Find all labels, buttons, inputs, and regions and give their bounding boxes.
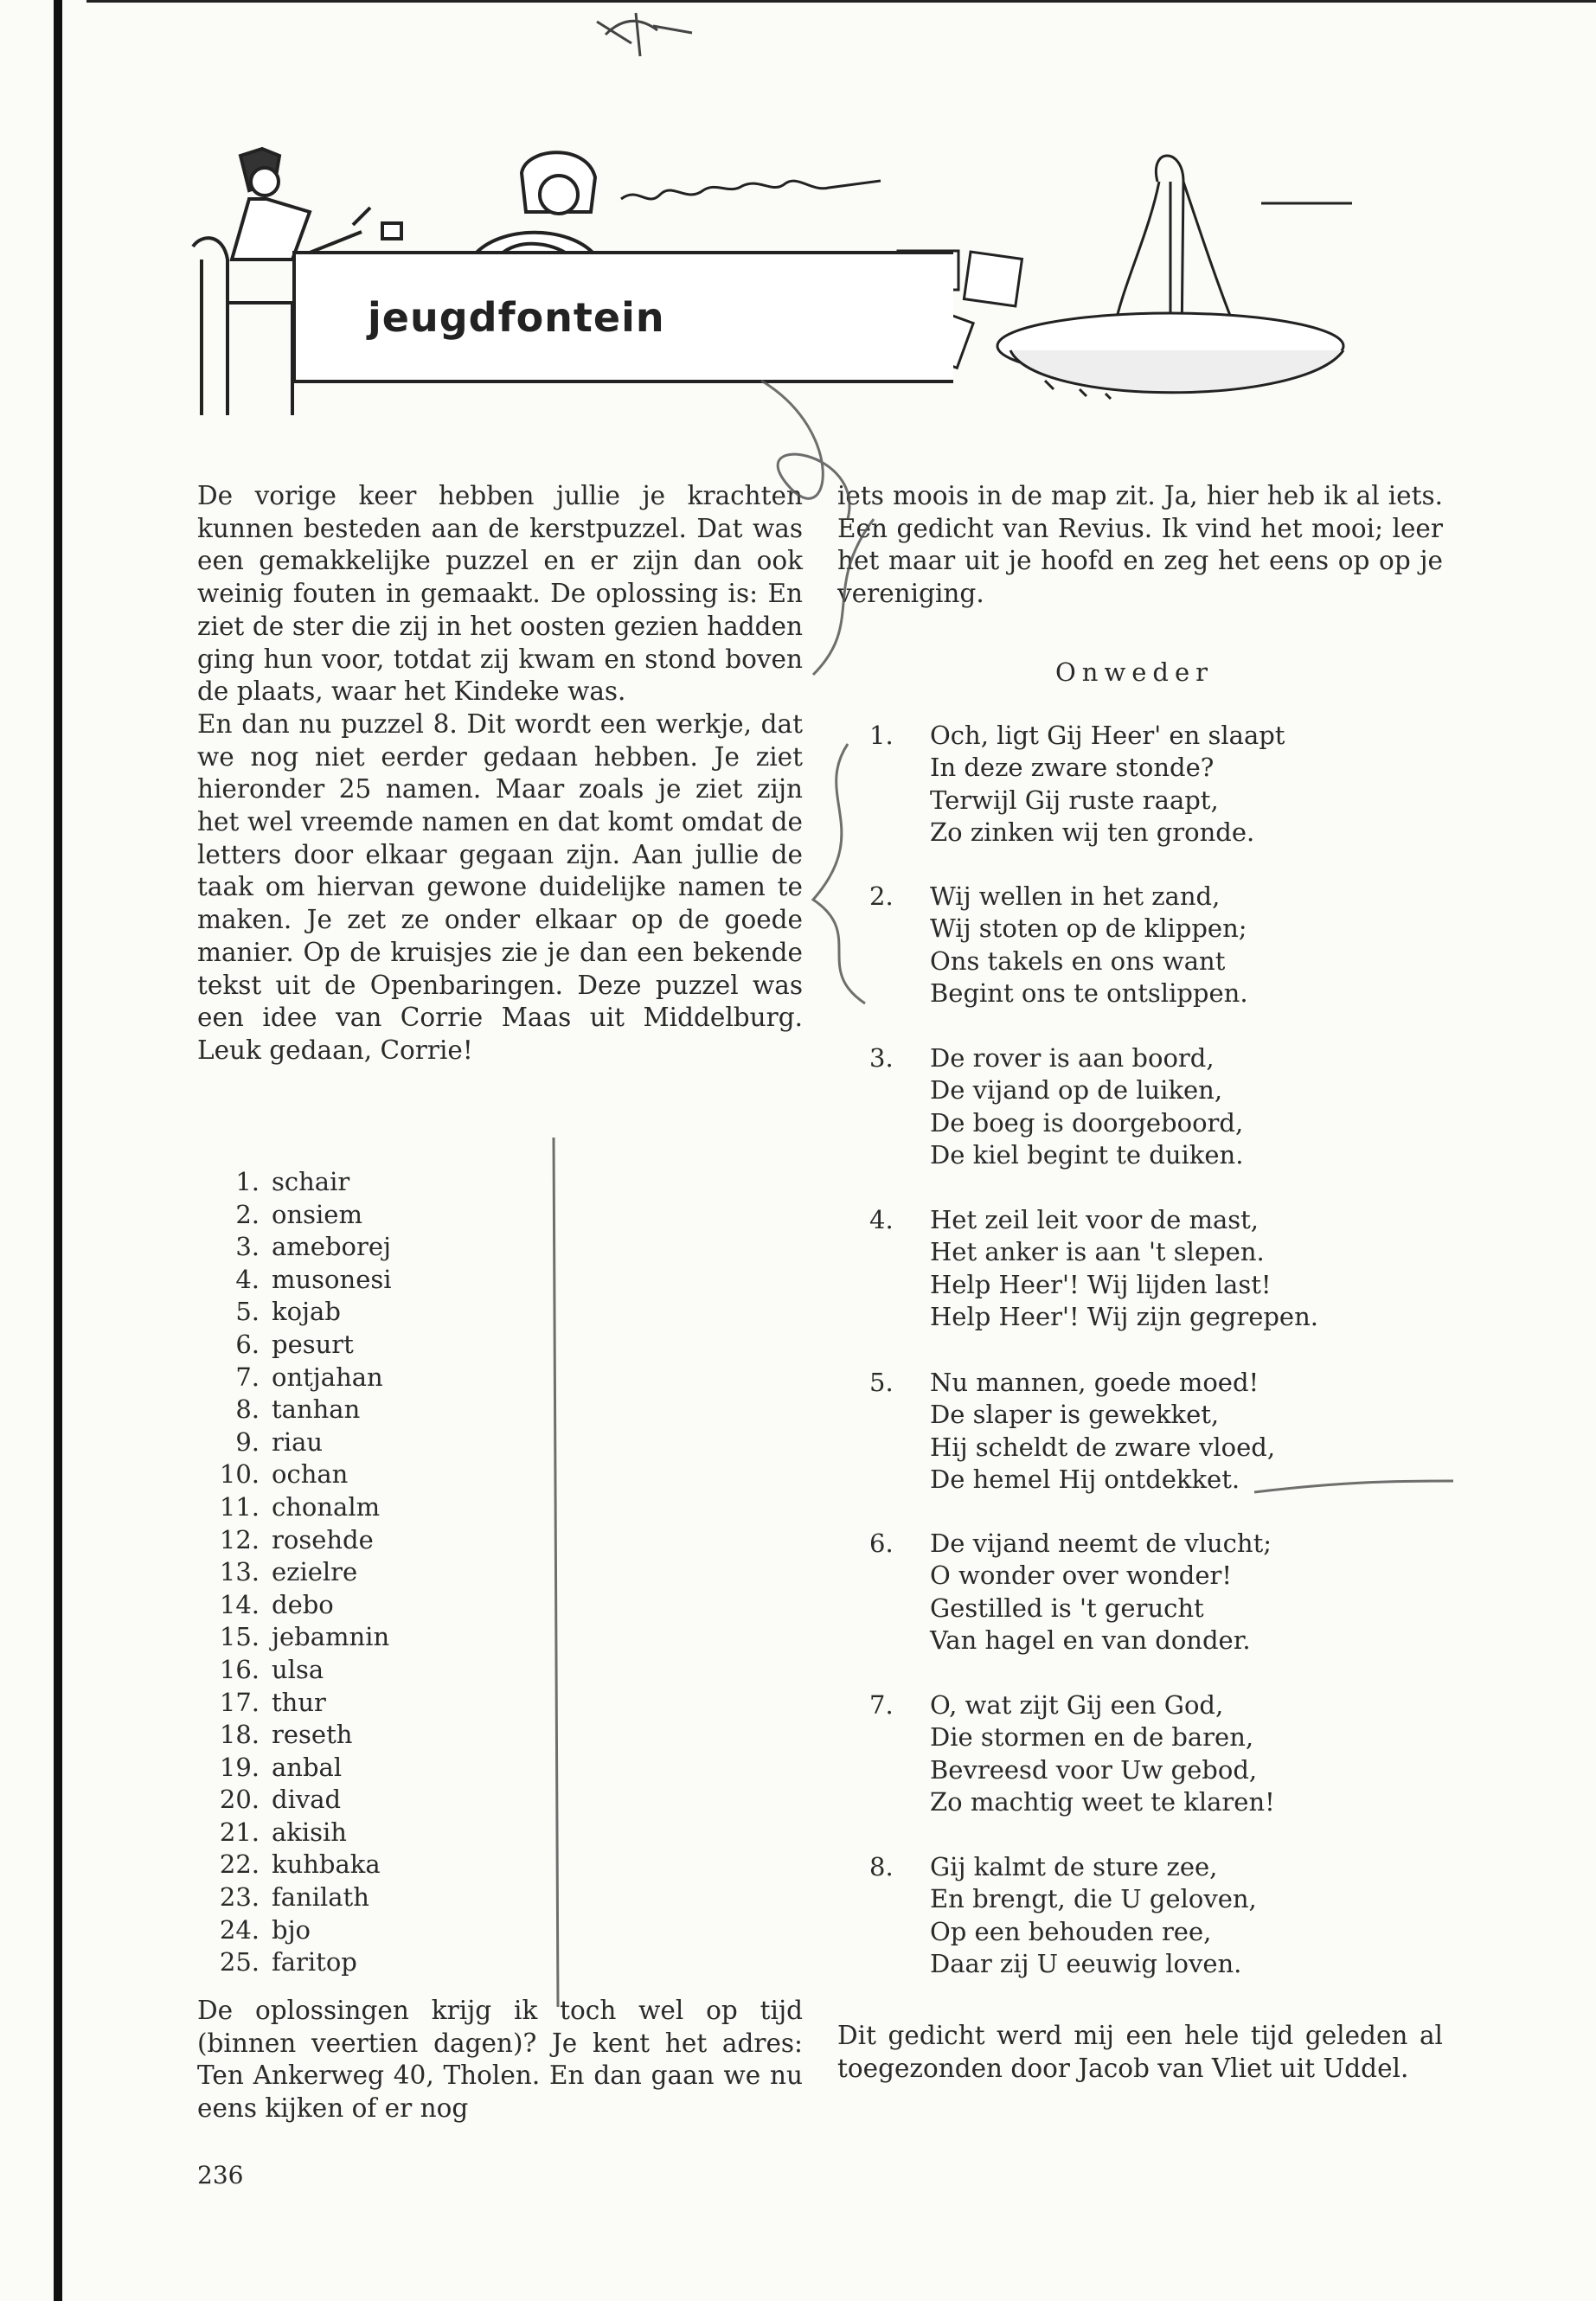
puzzle-list: [197, 1166, 474, 1979]
poem-stanza: 2. Wij wellen in het zand, Wij stoten op de klippen; Ons takels en ons want Begint ons te ontslippen.: [869, 881, 1248, 1009]
list-item: 9. riau: [235, 1426, 324, 1457]
list-item: 6. pesurt: [235, 1329, 354, 1359]
poem-title: Onweder: [1055, 657, 1215, 687]
footnote-text: Dit gedicht werd mij een hele tijd geleden al toegezonden door Jacob van Vliet uit Uddel.: [837, 2021, 1443, 2083]
list-item: 4. musonesi: [235, 1264, 392, 1294]
list-item: 18. reseth: [219, 1720, 353, 1750]
list-item: 10. ochan: [219, 1459, 349, 1490]
poem-stanza: 8. Gij kalmt de sture zee, En brengt, die U geloven, Op een behouden ree, Daar zij U eeuwig loven.: [869, 1852, 1257, 1979]
closing-text: De oplossingen krijg ik toch wel op tijd (binnen veertien dagen)? Je kent het adres: Ten Ankerweg 40, Tholen. En dan gaan we nu eens kijken of er nog: [197, 1996, 803, 2124]
scan-top-edge: [87, 0, 1596, 3]
list-item: 14. debo: [219, 1589, 334, 1619]
intro-text: [197, 480, 803, 1067]
scribble-mark-icon: [588, 9, 709, 61]
poem-stanza: 3. De rover is aan boord, De vijand op de luiken, De boeg is doorgeboord, De kiel begint te duiken.: [869, 1043, 1244, 1170]
list-item: 3. ameborej: [235, 1232, 391, 1262]
poem-stanza: 4. Het zeil leit voor de mast, Het anker is aan 't slepen. Help Heer'! Wij lijden last! Help Heer'! Wij zijn gegrepen.: [869, 1205, 1318, 1332]
list-item: 12. rosehde: [219, 1524, 374, 1554]
list-item: 24. bjo: [219, 1914, 311, 1945]
scan-left-edge: [54, 0, 62, 2301]
list-item: 19. anbal: [219, 1752, 343, 1782]
list-item: 25. faritop: [219, 1947, 357, 1977]
poem-stanza: 7. O, wat zijt Gij een God, Die stormen en de baren, Bevreesd voor Uw gebod, Zo machtig weet te klaren!: [869, 1690, 1275, 1817]
intro-paragraph-2: En dan nu puzzel 8. Dit wordt een werkje, dat we nog niet eerder gedaan hebben. Je ziet hieronder 25 namen. Maar zoals je ziet zijn het wel vreemde namen en dat komt omdat de letters door elkaar gegaan zijn. Aan jullie de taak om hiervan gewone duidelijke namen te maken. Je zet ze onder elkaar op de goede manier. Op de kruisjes zie je dan een bekende tekst uit de Openbaringen. Deze puzzel was een idee van Corrie Maas uit Middelburg. Leuk gedaan, Corrie!: [197, 708, 803, 1065]
list-item: 15. jebamnin: [219, 1622, 390, 1652]
list-item: 13. ezielre: [219, 1557, 358, 1587]
list-item: 5. kojab: [235, 1297, 341, 1327]
poem-stanza: 6. De vijand neemt de vlucht; O wonder over wonder! Gestilled is 't gerucht Van hagel en van donder.: [869, 1529, 1272, 1656]
poem-stanza: 5. Nu mannen, goede moed! De slaper is gewekket, Hij scheldt de zware vloed, De hemel Hij ontdekket.: [869, 1368, 1276, 1495]
list-item: 1. schair: [235, 1167, 350, 1196]
list-item: 22. kuhbaka: [219, 1849, 381, 1880]
right-intro-text: iets moois in de map zit. Ja, hier heb ik al iets. Een gedicht van Revius. Ik vind het mooi; leer het maar uit je hoofd en zeg het eens op op je vereniging.: [837, 481, 1443, 609]
list-item: 20. divad: [219, 1785, 342, 1815]
list-item: 8. tanhan: [235, 1394, 361, 1425]
list-item: 16. ulsa: [219, 1654, 324, 1684]
list-item: 7. ontjahan: [235, 1362, 383, 1392]
header-illustration: [189, 130, 1443, 415]
page-number: 236: [197, 2161, 244, 2189]
list-item: 11. chonalm: [219, 1491, 381, 1522]
intro-paragraph-1: De vorige keer hebben jullie je krachten kunnen besteden aan de kerstpuzzel. Dat was een gemakkelijke puzzel en er zijn dan ook weinig fouten in gemaakt. De oplossing is: En ziet de ster die zij in het oosten gezien hadden ging hun voor, totdat zij kwam en stond boven de plaats, waar het Kindeke was.: [197, 481, 803, 707]
list-item: 17. thur: [219, 1687, 326, 1717]
list-item: 21. akisih: [219, 1817, 347, 1847]
list-item: 23. fanilath: [219, 1882, 369, 1913]
poem-stanza: 1. Och, ligt Gij Heer' en slaapt In deze zware stonde? Terwijl Gij ruste raapt, Zo zinken wij ten gronde.: [869, 721, 1285, 848]
list-item: 2. onsiem: [235, 1199, 362, 1229]
page-title: jeugdfontein: [368, 294, 665, 341]
